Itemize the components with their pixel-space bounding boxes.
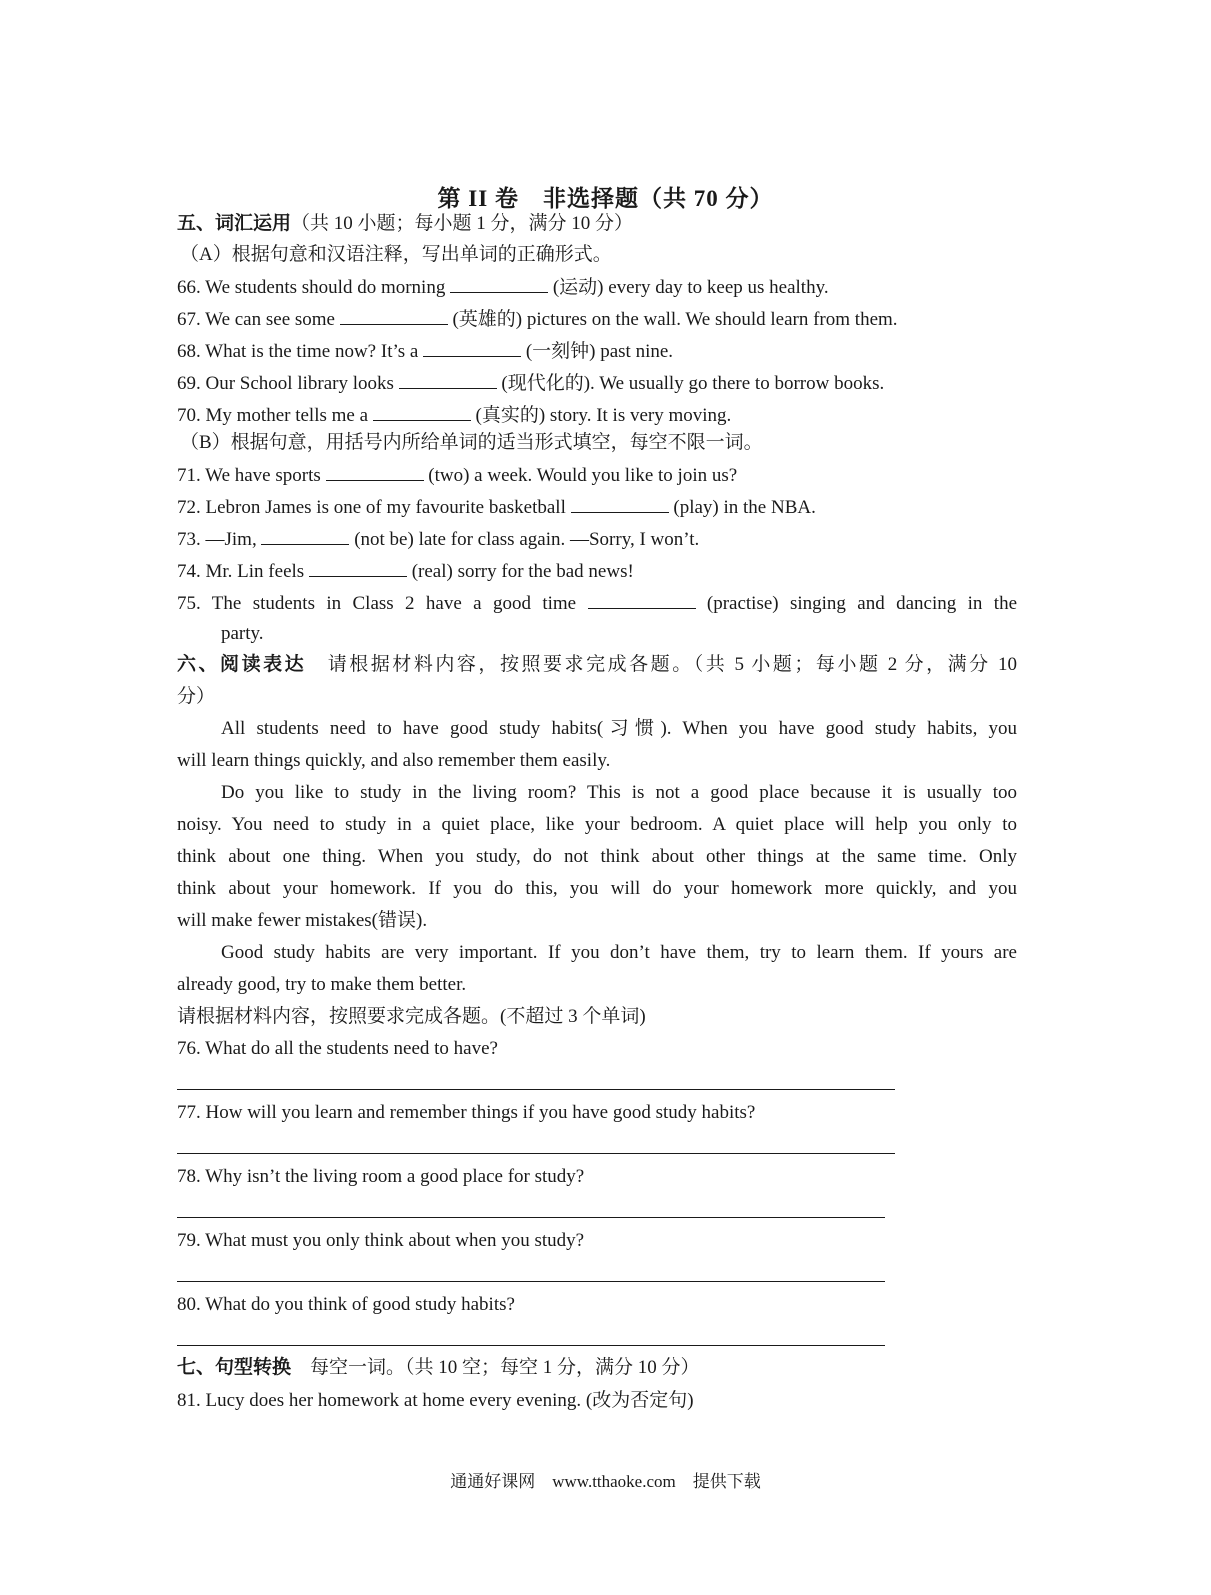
section-6-header bbox=[177, 653, 1017, 677]
reading-instruction: 请根据材料内容，按照要求完成各题。(不超过 3 个单词) bbox=[177, 1006, 646, 1027]
answer-line-80[interactable] bbox=[177, 1345, 885, 1346]
section-5-heading: 五、词汇运用 bbox=[177, 213, 292, 234]
answer-line-79[interactable] bbox=[177, 1281, 885, 1282]
question-75-continued: party. bbox=[221, 623, 264, 644]
answer-blank-74[interactable] bbox=[309, 558, 407, 577]
passage-paragraph-2-line-3: think about one thing. When you study, do not think about other things at the same time. Only bbox=[177, 846, 1017, 867]
part-b-instruction: （B）根据句意，用括号内所给单词的适当形式填空，每空不限一词。 bbox=[180, 432, 763, 453]
answer-blank-71[interactable] bbox=[326, 462, 424, 481]
section-6-note: 请根据材料内容，按照要求完成各题。（共 5 小题；每小题 2 分，满分 10 bbox=[327, 654, 1017, 675]
section-5-note: （共 10 小题；每小题 1 分，满分 10 分） bbox=[291, 213, 634, 234]
answer-line-77[interactable] bbox=[177, 1153, 895, 1154]
section-7-header bbox=[177, 1356, 700, 1380]
question-79: 79. What must you only think about when you study? bbox=[177, 1230, 585, 1251]
section-5-header bbox=[177, 212, 633, 236]
answer-blank-66[interactable] bbox=[450, 274, 548, 293]
section-7-note: 每空一词。（共 10 空；每空 1 分，满分 10 分） bbox=[291, 1357, 700, 1378]
answer-blank-67[interactable] bbox=[340, 306, 448, 325]
question-77: 77. How will you learn and remember things if you have good study habits? bbox=[177, 1102, 756, 1123]
question-71: 71. We have sports (two) a week. Would you like to join us? bbox=[177, 462, 737, 488]
question-66: 66. We students should do morning (运动) every day to keep us healthy. bbox=[177, 274, 829, 300]
question-74: 74. Mr. Lin feels (real) sorry for the bad news! bbox=[177, 558, 634, 584]
answer-blank-75[interactable] bbox=[588, 590, 696, 609]
answer-blank-72[interactable] bbox=[571, 494, 669, 513]
page-title: 第 II 卷 非选择题（共 70 分） bbox=[437, 186, 774, 211]
section-7-heading: 七、句型转换 bbox=[177, 1357, 292, 1378]
passage-paragraph-3-line-2: already good, try to make them better. bbox=[177, 974, 467, 995]
question-70: 70. My mother tells me a (真实的) story. It is very moving. bbox=[177, 402, 731, 428]
question-67: 67. We can see some (英雄的) pictures on the wall. We should learn from them. bbox=[177, 306, 898, 332]
section-6-heading: 六、阅读表达 bbox=[177, 654, 307, 675]
passage-paragraph-1-line-1: All students need to have good study habits(习惯). When you have good study habits, you bbox=[221, 718, 1017, 739]
passage-paragraph-1-line-2: will learn things quickly, and also remember them easily. bbox=[177, 750, 611, 771]
question-68: 68. What is the time now? It’s a (一刻钟) past nine. bbox=[177, 338, 673, 364]
answer-blank-69[interactable] bbox=[399, 370, 497, 389]
passage-paragraph-3-line-1: Good study habits are very important. If you don’t have them, try to learn them. If yours are bbox=[221, 942, 1017, 963]
passage-paragraph-2-line-5: will make fewer mistakes(错误). bbox=[177, 910, 428, 931]
answer-blank-73[interactable] bbox=[261, 526, 349, 545]
question-69: 69. Our School library looks (现代化的). We usually go there to borrow books. bbox=[177, 370, 884, 396]
answer-line-76[interactable] bbox=[177, 1089, 895, 1090]
question-75: 75. The students in Class 2 have a good time (practise) singing and dancing in the bbox=[177, 590, 1017, 616]
answer-blank-68[interactable] bbox=[423, 338, 521, 357]
passage-paragraph-2-line-4: think about your homework. If you do this, you will do your homework more quickly, and you bbox=[177, 878, 1017, 899]
question-80: 80. What do you think of good study habits? bbox=[177, 1294, 515, 1315]
question-78: 78. Why isn’t the living room a good place for study? bbox=[177, 1166, 585, 1187]
question-73: 73. —Jim, (not be) late for class again. —Sorry, I won’t. bbox=[177, 526, 699, 552]
section-6-note-continued: 分） bbox=[177, 686, 216, 707]
question-72: 72. Lebron James is one of my favourite basketball (play) in the NBA. bbox=[177, 494, 816, 520]
answer-line-78[interactable] bbox=[177, 1217, 885, 1218]
answer-blank-70[interactable] bbox=[373, 402, 471, 421]
question-81: 81. Lucy does her homework at home every evening. (改为否定句) bbox=[177, 1390, 694, 1411]
passage-paragraph-2-line-2: noisy. You need to study in a quiet place, like your bedroom. A quiet place will help you only to bbox=[177, 814, 1017, 835]
part-a-instruction: （A）根据句意和汉语注释，写出单词的正确形式。 bbox=[180, 244, 612, 265]
passage-paragraph-2-line-1: Do you like to study in the living room? This is not a good place because it is usually too bbox=[221, 782, 1017, 803]
page-footer: 通通好课网 www.tthaoke.com 提供下载 bbox=[450, 1472, 761, 1491]
question-76: 76. What do all the students need to have? bbox=[177, 1038, 498, 1059]
